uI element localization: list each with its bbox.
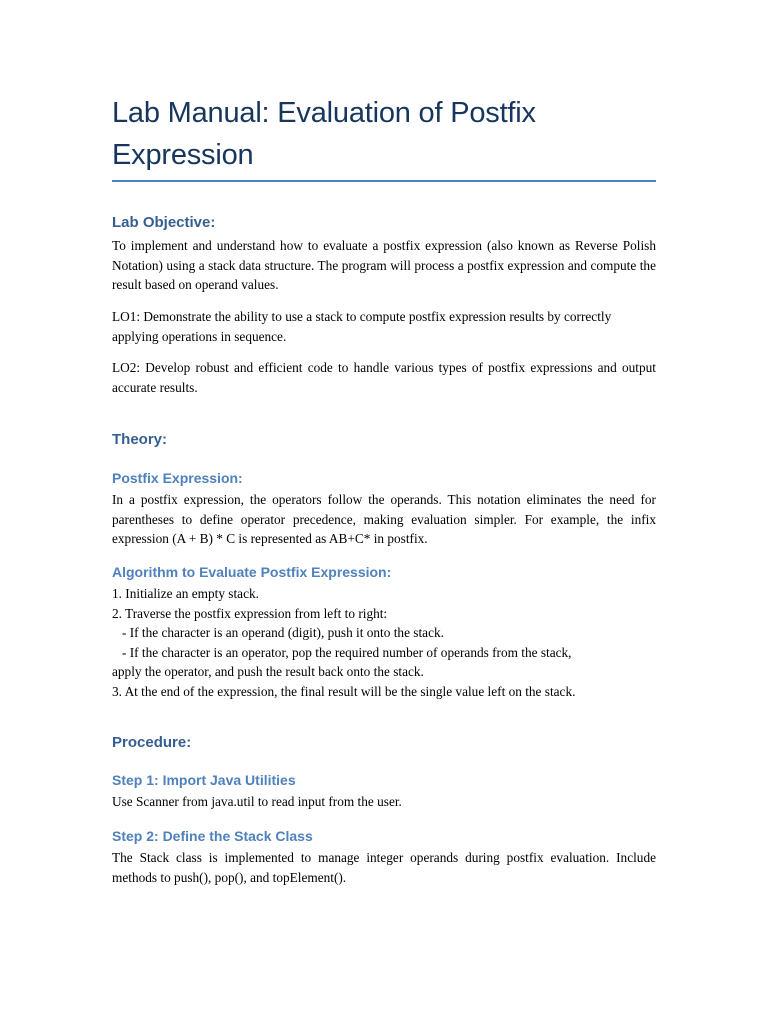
document-page bbox=[112, 0, 656, 1024]
algorithm-step-line: - If the character is an operand (digit), push it onto the stack. bbox=[112, 625, 444, 640]
theory-heading: Theory: bbox=[112, 431, 168, 448]
learning-outcome-2: LO2: Develop robust and efficient code to handle various types of postfix expressions and output accurate results. bbox=[112, 360, 656, 395]
lab-objective-heading: Lab Objective: bbox=[112, 214, 216, 231]
algorithm-step-line: 1. Initialize an empty stack. bbox=[112, 586, 259, 601]
step-2-text: The Stack class is implemented to manage integer operands during postfix evaluation. Include methods to push(), pop(), and topElement(). bbox=[112, 850, 656, 885]
postfix-expression-paragraph: In a postfix expression, the operators follow the operands. This notation eliminates the need for parentheses to define operator precedence, making evaluation simpler. For example, the infix expression (A + B) * C is represented as AB+C* in postfix. bbox=[112, 492, 656, 546]
postfix-expression-heading: Postfix Expression: bbox=[112, 470, 243, 486]
page-title-line-1: Lab Manual: Evaluation of Postfix bbox=[112, 97, 536, 129]
algorithm-steps bbox=[112, 584, 656, 701]
learning-outcome-1: LO1: Demonstrate the ability to use a stack to compute postfix expression results by correctly applying operations in sequence. bbox=[112, 309, 612, 344]
step-1-text: Use Scanner from java.util to read input from the user. bbox=[112, 794, 402, 809]
algorithm-step-line: 2. Traverse the postfix expression from left to right: bbox=[112, 605, 388, 621]
page-title-line-2: Expression bbox=[112, 139, 254, 171]
algorithm-step-line: apply the operator, and push the result back onto the stack. bbox=[112, 664, 424, 679]
lab-objective-paragraph: To implement and understand how to evaluate a postfix expression (also known as Reverse Polish Notation) using a stack data structure. The program will process a postfix expression and compute the result based on operand values. bbox=[112, 238, 656, 292]
algorithm-step-line: 3. At the end of the expression, the final result will be the single value left on the stack. bbox=[112, 683, 576, 699]
algorithm-step-line: - If the character is an operator, pop the required number of operands from the stack, bbox=[112, 644, 572, 660]
page-title bbox=[112, 92, 656, 176]
title-underline-rule bbox=[112, 180, 656, 182]
step-2-heading: Step 2: Define the Stack Class bbox=[112, 828, 313, 844]
procedure-heading: Procedure: bbox=[112, 734, 192, 751]
step-1-heading: Step 1: Import Java Utilities bbox=[112, 772, 296, 788]
algorithm-heading: Algorithm to Evaluate Postfix Expression: bbox=[112, 564, 392, 580]
